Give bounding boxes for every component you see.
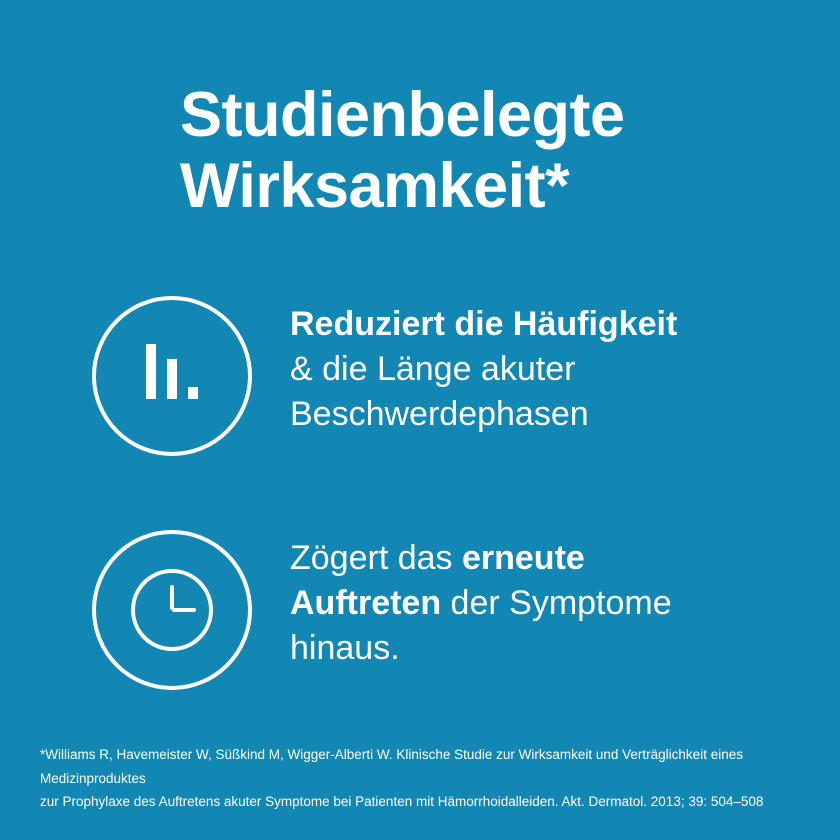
benefit-1-line-3: Beschwerdephasen <box>290 395 589 434</box>
headline-line-2-text: Wirksamkeit <box>180 150 546 221</box>
footnote <box>40 743 810 814</box>
clock-icon <box>92 530 252 690</box>
benefit-2-line-3: hinaus. <box>290 629 400 668</box>
bar-3 <box>188 387 198 399</box>
bar-1 <box>146 344 156 399</box>
benefit-2-line-2-normal: der Symptome <box>441 584 672 623</box>
footnote-line-1: *Williams R, Havemeister W, Süßkind M, Wigger-Alberti W. Klinische Studie zur Wirksamkeit und Verträglichkeit eines Medizinproduktes <box>40 747 743 786</box>
headline-superscript: * <box>545 150 570 221</box>
page-title <box>180 80 800 221</box>
bar-2 <box>167 359 177 399</box>
clock-hour-hand <box>170 585 174 610</box>
benefit-2-line-2-bold: Auftreten <box>290 584 442 623</box>
benefit-2-line-2 <box>290 581 760 626</box>
clock-icon-face <box>131 569 213 651</box>
headline-line-1: Studienbelegte <box>180 80 625 150</box>
clock-minute-hand <box>172 608 196 612</box>
benefit-item-2 <box>92 530 760 690</box>
benefit-2-line-1 <box>290 536 760 581</box>
benefit-2-line-1-normal: Zögert das <box>290 539 462 577</box>
footnote-line-2: zur Prophylaxe des Auftretens akuter Symptome bei Patienten mit Hämorrhoidalleiden. Akt. Dermatol. 2013; 39: 504–508 <box>40 794 764 810</box>
benefit-2-line-1-bold: erneute <box>461 539 585 577</box>
bar-chart-icon-bars <box>96 300 248 452</box>
benefit-1-text <box>290 296 760 438</box>
headline-line-2 <box>180 151 800 222</box>
benefit-1-line-1: Reduziert die Häufigkeit <box>290 305 678 343</box>
bar-chart-icon <box>92 296 252 456</box>
benefit-2-text <box>290 530 760 672</box>
benefit-item-1 <box>92 296 760 456</box>
benefit-1-line-2: & die Länge akuter <box>290 350 576 389</box>
